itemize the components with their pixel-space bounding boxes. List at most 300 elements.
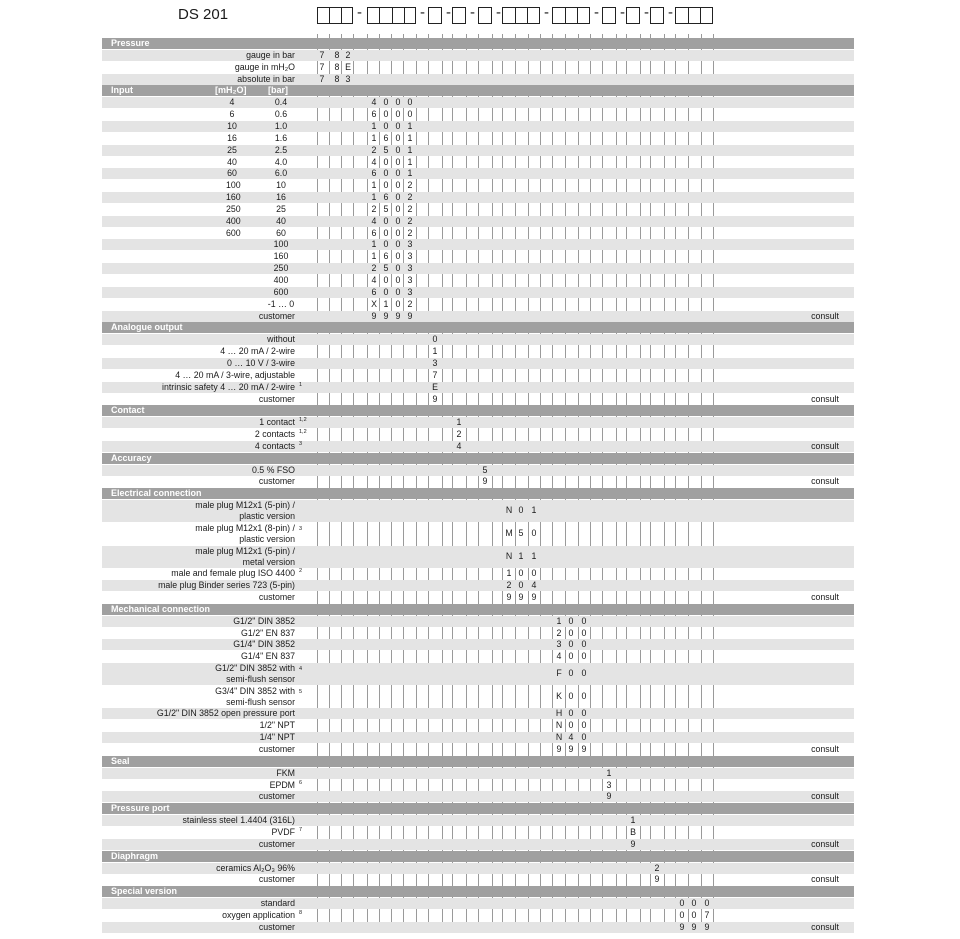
code-digit: 4 <box>371 215 377 226</box>
code-digit: 1 <box>371 192 377 203</box>
code-digit: 0 <box>383 180 389 191</box>
code-box <box>650 7 664 24</box>
code-digit: 4 <box>531 580 537 591</box>
code-digit: F <box>556 668 562 679</box>
code-digit: 4 <box>568 732 574 743</box>
table-row <box>102 109 854 120</box>
code-digit: 3 <box>606 779 612 790</box>
section-header <box>102 756 854 767</box>
table-row <box>102 417 854 428</box>
table-row <box>102 863 854 874</box>
code-digit: 3 <box>407 251 413 262</box>
range-bar: 25 <box>276 203 286 214</box>
code-digit: 0 <box>704 898 710 909</box>
option-label: customer <box>258 393 295 404</box>
code-digit: 1 <box>531 505 537 516</box>
code-digit: 4 <box>371 156 377 167</box>
range-bar: 6.0 <box>274 168 288 179</box>
table-row <box>102 299 854 310</box>
table-row <box>102 180 854 191</box>
code-digit: 0 <box>383 156 389 167</box>
code-digit: 0 <box>395 132 401 143</box>
consult-note: consult <box>811 744 839 754</box>
section-title: Special version <box>111 886 178 897</box>
footnote-marker: 1,2 <box>299 417 307 424</box>
code-digit: 9 <box>679 921 685 932</box>
code-digit: 0 <box>383 109 389 120</box>
code-digit: 0 <box>395 120 401 131</box>
code-digit: 4 <box>556 651 562 662</box>
code-digit: 6 <box>383 192 389 203</box>
code-digit: 3 <box>407 263 413 274</box>
code-digit: 9 <box>581 744 587 754</box>
consult-note: consult <box>811 310 839 321</box>
section-title: Pressure port <box>111 803 170 814</box>
range-bar: 160 <box>273 251 289 262</box>
footnote-marker: 4 <box>299 666 303 673</box>
code-digit: 3 <box>556 639 562 650</box>
table-row <box>102 370 854 381</box>
code-digit: 0 <box>395 239 401 250</box>
code-digit: 9 <box>704 921 710 932</box>
code-box-divider <box>515 7 516 24</box>
option-label-line: plastic version <box>239 511 295 522</box>
code-digit: 1 <box>407 144 413 155</box>
input-unit-header: [mH₂O] <box>215 85 247 96</box>
code-separator: - <box>544 4 549 21</box>
code-digit: 0 <box>568 627 574 638</box>
code-digit: 0 <box>679 909 685 920</box>
table-row <box>102 216 854 227</box>
code-digit: 2 <box>407 192 413 203</box>
table-row <box>102 192 854 203</box>
code-digit: 0 <box>395 180 401 191</box>
range-bar: 10 <box>276 180 286 191</box>
option-label: 4 … 20 mA / 3-wire, adjustable <box>175 369 295 380</box>
table-row <box>102 263 854 274</box>
range-bar: 2.5 <box>274 144 288 155</box>
code-digit: 7 <box>704 909 710 920</box>
code-digit: 0 <box>383 168 389 179</box>
table-row <box>102 251 854 262</box>
option-label: gauge in mH₂O <box>234 61 295 72</box>
range-bar: 0.4 <box>274 97 288 108</box>
code-digit: 1 <box>407 120 413 131</box>
section-header <box>102 38 854 49</box>
table-row <box>102 791 854 802</box>
code-digit: 0 <box>568 639 574 650</box>
code-digit: 7 <box>432 369 438 380</box>
table-row <box>102 523 854 545</box>
code-digit: 6 <box>383 251 389 262</box>
code-digit: 8 <box>334 73 340 84</box>
code-separator: - <box>496 4 501 21</box>
code-digit: 9 <box>383 310 389 321</box>
code-digit: 9 <box>371 310 377 321</box>
code-digit: 0 <box>679 898 685 909</box>
code-digit: H <box>555 708 563 719</box>
footnote-marker: 8 <box>299 909 303 916</box>
code-digit: 2 <box>371 203 377 214</box>
code-digit: 8 <box>334 61 340 72</box>
table-row <box>102 228 854 239</box>
option-label: G1/2" DIN 3852 open pressure port <box>156 708 295 719</box>
code-digit: 0 <box>395 192 401 203</box>
code-box-divider <box>700 7 701 24</box>
code-digit: 2 <box>371 144 377 155</box>
code-digit: 3 <box>407 239 413 250</box>
code-digit: 0 <box>568 720 574 731</box>
table-row <box>102 287 854 298</box>
section-title: Input <box>111 85 133 96</box>
table-row <box>102 168 854 179</box>
code-digit: 7 <box>319 61 325 72</box>
code-digit: E <box>345 61 351 72</box>
code-box-divider <box>379 7 380 24</box>
range-bar: 1.6 <box>274 132 288 143</box>
option-label-line: G3/4" DIN 3852 with <box>215 685 295 696</box>
option-label-line: male plug M12x1 (5-pin) / <box>195 545 295 556</box>
table-row <box>102 121 854 132</box>
code-digit: 0 <box>395 215 401 226</box>
code-separator: - <box>620 4 625 21</box>
code-digit: 2 <box>371 263 377 274</box>
code-digit: 0 <box>581 720 587 731</box>
range-mh2o: 16 <box>227 132 237 143</box>
range-bar: 250 <box>273 263 289 274</box>
code-digit: 2 <box>556 627 562 638</box>
table-row <box>102 500 854 522</box>
code-digit: N <box>505 505 513 516</box>
code-digit: 5 <box>518 527 524 538</box>
code-digit: 2 <box>506 580 512 591</box>
code-digit: 0 <box>395 109 401 120</box>
table-row <box>102 97 854 108</box>
code-digit: 1 <box>531 550 537 561</box>
section-title: Pressure <box>111 38 150 48</box>
option-label: 1 contact <box>259 417 295 428</box>
footnote-marker: 6 <box>299 779 303 786</box>
code-digit: 9 <box>432 393 438 404</box>
code-box <box>428 7 442 24</box>
consult-note: consult <box>811 791 839 802</box>
code-digit: 5 <box>482 464 488 475</box>
table-row <box>102 732 854 743</box>
footnote-marker: 2 <box>299 568 303 575</box>
code-digit: 7 <box>319 49 325 60</box>
option-label: EPDM <box>269 779 295 790</box>
option-label: 4 … 20 mA / 2-wire <box>220 346 295 357</box>
section-title: Seal <box>111 755 130 766</box>
table-row <box>102 382 854 393</box>
code-separator: - <box>357 4 362 21</box>
code-digit: 9 <box>482 476 488 487</box>
option-label: male plug Binder series 723 (5-pin) <box>158 580 295 591</box>
range-mh2o: 25 <box>227 144 237 155</box>
section-header <box>102 488 854 499</box>
option-label: stainless steel 1.4404 (316L) <box>182 815 295 826</box>
code-digit: M <box>505 527 513 538</box>
footnote-marker: 1 <box>299 381 303 388</box>
code-digit: 1 <box>371 120 377 131</box>
code-digit: 0 <box>383 97 389 108</box>
code-digit: 0 <box>432 334 438 345</box>
option-label-line: semi-flush sensor <box>226 674 295 685</box>
table-row <box>102 239 854 250</box>
code-digit: 9 <box>506 591 512 602</box>
table-row <box>102 592 854 603</box>
table-row <box>102 910 854 921</box>
code-digit: 0 <box>518 505 524 516</box>
option-label: customer <box>258 838 295 849</box>
code-box-divider <box>404 7 405 24</box>
code-digit: 0 <box>395 298 401 309</box>
code-separator: - <box>420 4 425 21</box>
option-label <box>215 686 295 708</box>
table-row <box>102 334 854 345</box>
option-label <box>195 500 295 522</box>
code-box-divider <box>329 7 330 24</box>
code-digit: 0 <box>395 156 401 167</box>
range-bar: 600 <box>273 286 289 297</box>
code-digit: 3 <box>432 357 438 368</box>
table-row <box>102 476 854 487</box>
table-row <box>102 815 854 826</box>
code-separator: - <box>470 4 475 21</box>
code-box <box>552 7 590 24</box>
option-label: PVDF <box>271 826 295 837</box>
code-digit: 2 <box>407 203 413 214</box>
code-box-divider <box>392 7 393 24</box>
code-digit: 0 <box>395 168 401 179</box>
range-mh2o: 160 <box>226 192 241 203</box>
consult-note: consult <box>811 838 839 849</box>
footnote-marker: 5 <box>299 688 303 695</box>
range-bar: 400 <box>273 275 289 285</box>
range-mh2o: 6 <box>229 109 235 120</box>
code-separator: - <box>594 4 599 21</box>
code-digit: 4 <box>456 440 462 451</box>
code-digit: 2 <box>407 227 413 238</box>
table-row <box>102 874 854 885</box>
range-mh2o: 600 <box>226 227 241 238</box>
code-digit: 1 <box>371 239 377 250</box>
code-digit: 0 <box>383 120 389 131</box>
code-digit: 9 <box>606 791 612 802</box>
code-digit: 1 <box>630 815 636 826</box>
table-row <box>102 546 854 568</box>
option-label-line: metal version <box>242 556 295 567</box>
code-digit: 0 <box>581 615 587 626</box>
section-header <box>102 886 854 897</box>
code-digit: 9 <box>395 310 401 321</box>
table-row <box>102 358 854 369</box>
option-label-line: male plug M12x1 (5-pin) / <box>195 500 295 511</box>
range-bar: 0.6 <box>274 109 288 120</box>
table-row <box>102 62 854 73</box>
range-bar: 16 <box>276 192 286 203</box>
section-title: Diaphragm <box>111 850 159 861</box>
code-digit: 1 <box>407 156 413 167</box>
code-digit: 5 <box>383 144 389 155</box>
code-digit: 0 <box>383 286 389 297</box>
code-digit: 0 <box>395 263 401 274</box>
range-bar: 1.0 <box>274 120 288 131</box>
section-header <box>102 405 854 416</box>
section-header <box>102 453 854 464</box>
code-digit: 1 <box>371 180 377 191</box>
code-digit: 1 <box>371 132 377 143</box>
code-digit: 1 <box>518 550 524 561</box>
code-digit: 2 <box>654 862 660 873</box>
option-label: customer <box>258 476 295 487</box>
code-digit: 0 <box>383 275 389 285</box>
code-digit: X <box>371 298 377 309</box>
code-digit: N <box>505 550 513 561</box>
code-digit: 2 <box>407 180 413 191</box>
option-label: 1/2" NPT <box>259 720 295 731</box>
code-digit: 0 <box>581 668 587 679</box>
option-label: male and female plug ISO 4400 <box>171 568 295 579</box>
range-mh2o: 400 <box>226 215 241 226</box>
footnote-marker: 3 <box>299 440 303 447</box>
code-digit: 9 <box>556 744 562 754</box>
table-row <box>102 204 854 215</box>
footnote-marker: 1,2 <box>299 429 307 436</box>
code-box-divider <box>688 7 689 24</box>
table-row <box>102 441 854 452</box>
code-digit: 9 <box>691 921 697 932</box>
code-digit: 0 <box>568 708 574 719</box>
code-digit: 8 <box>334 49 340 60</box>
code-digit: 0 <box>407 97 413 108</box>
option-label: FKM <box>276 767 295 778</box>
range-bar: -1 … 0 <box>267 298 295 309</box>
code-digit: 0 <box>395 203 401 214</box>
table-row <box>102 50 854 61</box>
table-row <box>102 686 854 708</box>
code-box <box>317 7 353 24</box>
code-box-divider <box>565 7 566 24</box>
code-digit: 0 <box>518 568 524 579</box>
code-box <box>502 7 540 24</box>
section-title: Electrical connection <box>111 488 202 499</box>
code-digit: 7 <box>319 73 325 84</box>
code-box-divider <box>577 7 578 24</box>
consult-note: consult <box>811 440 839 451</box>
code-digit: 9 <box>654 874 660 885</box>
table-row <box>102 720 854 731</box>
code-digit: 2 <box>345 49 351 60</box>
code-digit: 0 <box>691 898 697 909</box>
code-digit: 1 <box>432 346 438 357</box>
table-row <box>102 663 854 685</box>
option-label: 1/4" NPT <box>259 732 295 743</box>
code-digit: 1 <box>407 168 413 179</box>
table-row <box>102 157 854 168</box>
table-row <box>102 639 854 650</box>
input-unit-header: [bar] <box>268 85 288 96</box>
section-title: Accuracy <box>111 452 152 463</box>
option-label: customer <box>258 921 295 932</box>
code-digit: E <box>432 381 438 392</box>
table-row <box>102 780 854 791</box>
consult-note: consult <box>811 921 839 932</box>
table-row <box>102 628 854 639</box>
section-header <box>102 851 854 862</box>
code-digit: 5 <box>383 263 389 274</box>
code-digit: 1 <box>407 132 413 143</box>
option-label <box>215 663 295 685</box>
range-bar: 60 <box>276 227 286 238</box>
code-digit: 0 <box>395 275 401 285</box>
option-label: G1/4" DIN 3852 <box>233 639 295 650</box>
code-box <box>478 7 492 24</box>
code-digit: 0 <box>568 651 574 662</box>
consult-note: consult <box>811 393 839 404</box>
code-digit: 3 <box>407 275 413 285</box>
section-header <box>102 322 854 333</box>
table-row <box>102 651 854 662</box>
code-digit: 4 <box>371 275 377 285</box>
code-digit: 6 <box>371 227 377 238</box>
footnote-marker: 7 <box>299 826 303 833</box>
code-digit: 4 <box>371 97 377 108</box>
code-digit: 9 <box>531 591 537 602</box>
code-digit: 0 <box>395 97 401 108</box>
table-row <box>102 616 854 627</box>
option-label: absolute in bar <box>237 73 295 84</box>
option-label: G1/2" DIN 3852 <box>233 615 295 626</box>
code-box-divider <box>527 7 528 24</box>
table-row <box>102 74 854 85</box>
range-bar: 4.0 <box>274 156 288 167</box>
code-box <box>626 7 640 24</box>
option-label-line: male plug M12x1 (8-pin) / <box>195 522 295 533</box>
option-label: 0 … 10 V / 3-wire <box>227 357 295 368</box>
code-digit: 0 <box>531 568 537 579</box>
option-label: customer <box>258 744 295 754</box>
code-digit: 1 <box>506 568 512 579</box>
code-digit: 0 <box>581 690 587 701</box>
code-digit: 0 <box>383 239 389 250</box>
table-row <box>102 145 854 156</box>
code-digit: 6 <box>371 168 377 179</box>
code-digit: 0 <box>518 580 524 591</box>
code-digit: 1 <box>456 417 462 428</box>
option-label: G1/2" EN 837 <box>241 627 295 638</box>
code-digit: 0 <box>383 215 389 226</box>
code-digit: 1 <box>606 767 612 778</box>
code-digit: 6 <box>371 109 377 120</box>
code-digit: 9 <box>407 310 413 321</box>
table-row <box>102 898 854 909</box>
table-row <box>102 465 854 476</box>
option-label: intrinsic safety 4 … 20 mA / 2-wire <box>162 381 295 392</box>
code-digit: 0 <box>395 144 401 155</box>
code-box <box>602 7 616 24</box>
table-row <box>102 839 854 850</box>
model-title: DS 201 <box>178 6 229 23</box>
code-digit: 0 <box>581 651 587 662</box>
code-digit: 0 <box>568 668 574 679</box>
code-digit: 0 <box>395 251 401 262</box>
code-digit: 0 <box>395 227 401 238</box>
section-header <box>102 85 854 96</box>
code-digit: 3 <box>407 286 413 297</box>
code-digit: 1 <box>371 251 377 262</box>
range-mh2o: 100 <box>226 180 241 191</box>
